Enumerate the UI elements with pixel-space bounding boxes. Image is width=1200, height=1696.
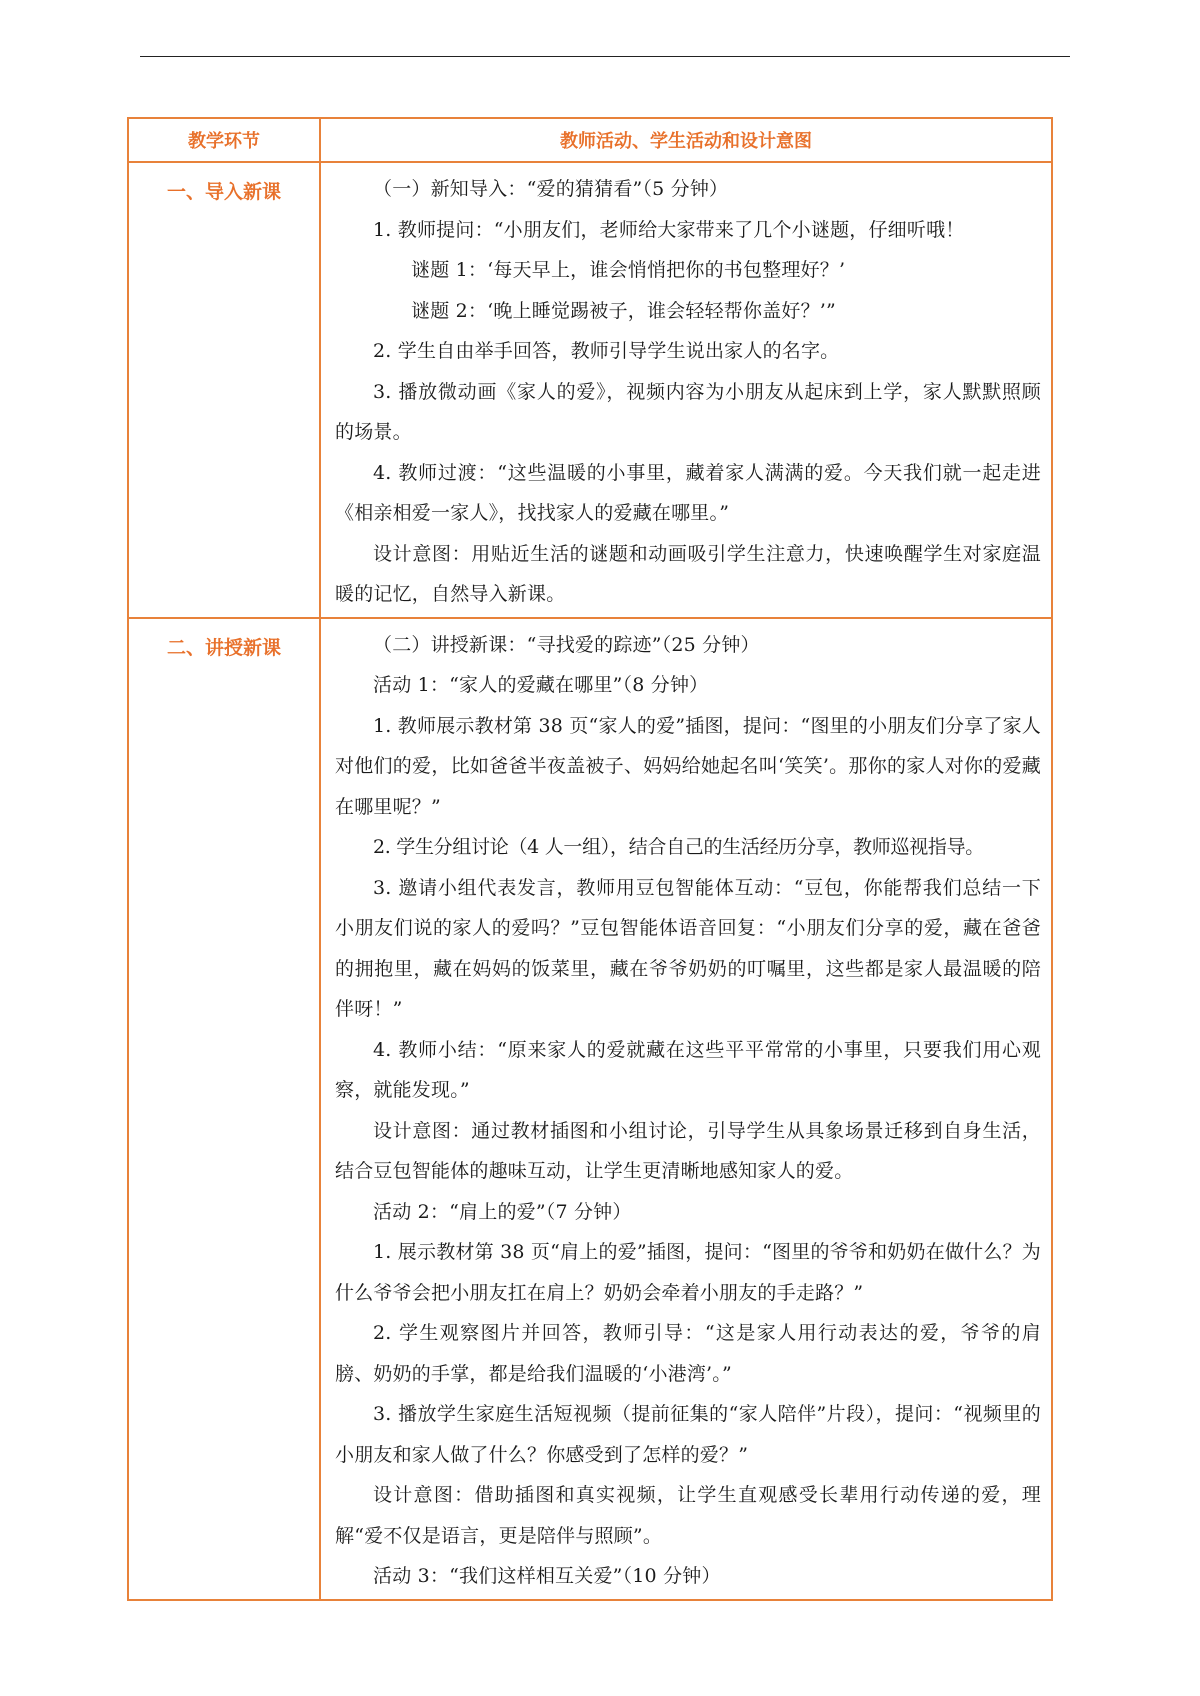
step-paragraph: 4. 教师过渡：“这些温暖的小事里，藏着家人满满的爱。今天我们就一起走进《相亲相爱一家人》，找找家人的爱藏在哪里。” [335,461,1041,524]
section-heading: （二）讲授新课：“寻找爱的踪迹”（25 分钟） [373,633,760,656]
stage-cell [128,618,320,1600]
content-column-header: 教师活动、学生活动和设计意图 [320,118,1052,162]
step-paragraph: 2. 学生自由举手回答，教师引导学生说出家人的名字。 [373,340,840,362]
riddle-line: 谜题 1：‘每天早上，谁会悄悄把你的书包整理好？’ [411,259,846,281]
step-paragraph: 2. 学生观察图片并回答，教师引导：“这是家人用行动表达的爱，爷爷的肩膀、奶奶的手掌，都是给我们温暖的‘小港湾’。” [335,1322,1041,1385]
step-paragraph: 4. 教师小结：“原来家人的爱就藏在这些平平常常的小事里，只要我们用心观察，就能发现。” [335,1038,1041,1101]
page-header-rule [140,56,1070,57]
step-paragraph: 1. 教师提问：“小朋友们，老师给大家带来了几个小谜题，仔细听哦！ [373,218,965,241]
stage-label: 一、导入新课 [166,181,281,203]
riddle-line: 谜题 2：‘晚上睡觉踢被子，谁会轻轻帮你盖好？’” [411,299,836,322]
stage-column-header: 教学环节 [128,118,320,162]
step-paragraph: 3. 邀请小组代表发言，教师用豆包智能体互动：“豆包，你能帮我们总结一下小朋友们说的家人的爱吗？”豆包智能体语音回复：“小朋友们分享的爱，藏在爸爸的拥抱里，藏在妈妈的饭菜里，藏在爷爷奶奶的叮嘱里，这些都是家人最温暖的陪伴呀！” [335,876,1041,1020]
section-heading: （一）新知导入：“爱的猜猜看”（5 分钟） [373,178,729,200]
design-intent-paragraph: 设计意图：借助插图和真实视频，让学生直观感受长辈用行动传递的爱，理解“爱不仅是语言，更是陪伴与照顾”。 [335,1484,1041,1547]
step-paragraph: 3. 播放微动画《家人的爱》，视频内容为小朋友从起床到上学，家人默默照顾的场景。 [335,380,1041,443]
step-paragraph: 1. 教师展示教材第 38 页“家人的爱”插图，提问：“图里的小朋友们分享了家人对他们的爱，比如爸爸半夜盖被子、妈妈给她起名叫‘笑笑’。那你的家人对你的爱藏在哪里呢？” [335,714,1041,818]
design-intent-paragraph: 设计意图：通过教材插图和小组讨论，引导学生从具象场景迁移到自身生活，结合豆包智能体的趣味互动，让学生更清晰地感知家人的爱。 [335,1119,1041,1182]
design-intent-paragraph: 设计意图：用贴近生活的谜题和动画吸引学生注意力，快速唤醒学生对家庭温暖的记忆，自然导入新课。 [335,542,1041,605]
activity-heading: 活动 2：“肩上的爱”（7 分钟） [373,1200,632,1223]
step-paragraph: 2. 学生分组讨论（4 人一组），结合自己的生活经历分享，教师巡视指导。 [373,836,984,858]
table-header-row [128,118,1052,162]
table-row [128,162,1052,618]
content-cell [320,618,1052,1600]
activity-heading: 活动 1：“家人的爱藏在哪里”（8 分钟） [373,674,709,696]
activity-heading: 活动 3：“我们这样相互关爱”（10 分钟） [373,1565,721,1587]
step-paragraph: 1. 展示教材第 38 页“肩上的爱”插图，提问：“图里的爷爷和奶奶在做什么？为什么爷爷会把小朋友扛在肩上？奶奶会牵着小朋友的手走路？” [335,1241,1041,1304]
content-cell [320,162,1052,618]
lesson-plan-table [127,117,1053,1601]
stage-label: 二、讲授新课 [166,636,281,659]
table-row [128,618,1052,1600]
stage-cell [128,162,320,618]
step-paragraph: 3. 播放学生家庭生活短视频（提前征集的“家人陪伴”片段），提问：“视频里的小朋友和家人做了什么？你感受到了怎样的爱？” [335,1403,1041,1466]
